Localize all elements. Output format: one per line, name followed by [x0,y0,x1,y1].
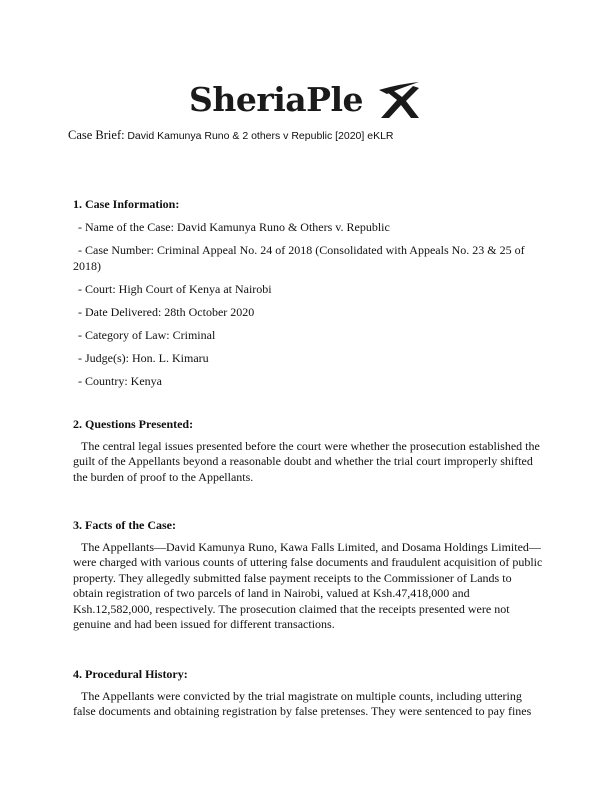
sheriaplex-logo [189,78,419,122]
section-heading: 4. Procedural History: [73,667,188,681]
info-court: - Court: High Court of Kenya at Nairobi [78,282,272,296]
info-category-of-law: - Category of Law: Criminal [78,328,216,342]
logo-x-mark-icon [377,80,421,120]
section-paragraph: The central legal issues presented before the court were whether the prosecution established the guilt of the Appellants beyond a reasonable doubt and whether the trial court improperly shifted the burden of proof to the Appellants. [73,439,540,484]
case-brief-label: Case Brief: [68,128,125,142]
section-heading: 2. Questions Presented: [73,417,194,431]
section-heading: 3. Facts of the Case: [73,518,176,532]
section-procedural-history [73,666,543,720]
info-date-delivered: - Date Delivered: 28th October 2020 [78,305,255,319]
section-case-information [73,196,543,396]
info-judges: - Judge(s): Hon. L. Kimaru [78,351,209,365]
section-paragraph: The Appellants—David Kamunya Runo, Kawa Falls Limited, and Dosama Holdings Limited—were charged with various counts of uttering false documents and fraudulent acquisition of public property. They allegedly submitted false payment receipts to the Commissioner of Lands to obtain registration of two parcels of land in Nairobi, valued at Ksh.47,418,000 and Ksh.12,582,000, respectively. The prosecution claimed that the receipts presented were not genuine and had been issued for different transactions. [73,540,543,632]
section-facts-of-the-case [73,517,543,632]
info-case-number: - Case Number: Criminal Appeal No. 24 of 2018 (Consolidated with Appeals No. 23 & 25 of 2018) [73,243,525,273]
case-brief-title [68,128,394,143]
logo-wordmark: SheriaPle [189,80,363,119]
section-paragraph: The Appellants were convicted by the trial magistrate on multiple counts, including uttering false documents and obtaining registration by false pretenses. They were sentenced to pay fines [73,689,532,719]
case-brief-name: David Kamunya Runo & 2 others v Republic [2020] eKLR [127,130,394,142]
info-country: - Country: Kenya [78,374,162,388]
info-case-name: - Name of the Case: David Kamunya Runo & Others v. Republic [78,220,390,234]
section-heading: 1. Case Information: [73,197,180,211]
section-questions-presented [73,416,543,485]
